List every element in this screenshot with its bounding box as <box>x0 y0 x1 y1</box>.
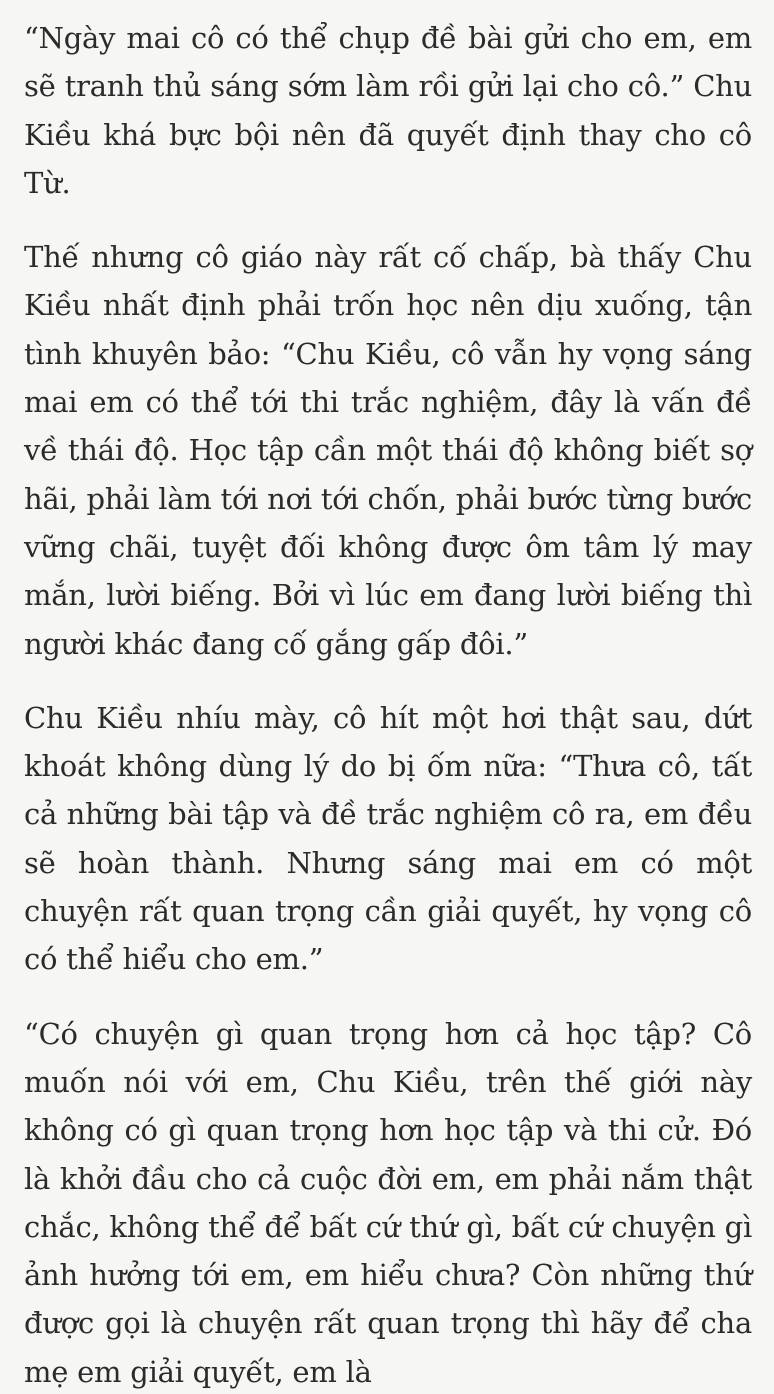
paragraph-2: Thế nhưng cô giáo này rất cố chấp, bà thấy Chu Kiều nhất định phải trốn học nên dịu xuống, tận tình khuyên bảo: “Chu Kiều, cô vẫn hy vọng sáng mai em có thể tới thi trắc nghiệm, đây là vấn đề về thái độ. Học tập cần một thái độ không biết sợ hãi, phải làm tới nơi tới chốn, phải bước từng bước vững chãi, tuyệt đối không được ôm tâm lý may mắn, lười biếng. Bởi vì lúc em đang lười biếng thì người khác đang cố gắng gấp đôi.” <box>24 240 752 661</box>
paragraph-4: “Có chuyện gì quan trọng hơn cả học tập? Cô muốn nói với em, Chu Kiều, trên thế giới này không có gì quan trọng hơn học tập và thi cử. Đó là khởi đầu cho cả cuộc đời em, em phải nắm thật chắc, không thể để bất cứ thứ gì, bất cứ chuyện gì ảnh hưởng tới em, em hiểu chưa? Còn những thứ được gọi là chuyện rất quan trọng thì hãy để cha mẹ em giải quyết, em là <box>24 1016 752 1389</box>
paragraph-1: “Ngày mai cô có thể chụp đề bài gửi cho em, em sẽ tranh thủ sáng sớm làm rồi gửi lại cho cô.” Chu Kiều khá bực bội nên đã quyết định thay cho cô Từ. <box>24 21 752 200</box>
paragraph-3: Chu Kiều nhíu mày, cô hít một hơi thật sau, dứt khoát không dùng lý do bị ốm nữa: “Thưa cô, tất cả những bài tập và đề trắc nghiệm cô ra, em đều sẽ hoàn thành. Nhưng sáng mai em có một chuyện rất quan trọng cần giải quyết, hy vọng cô có thể hiểu cho em.” <box>24 700 752 977</box>
